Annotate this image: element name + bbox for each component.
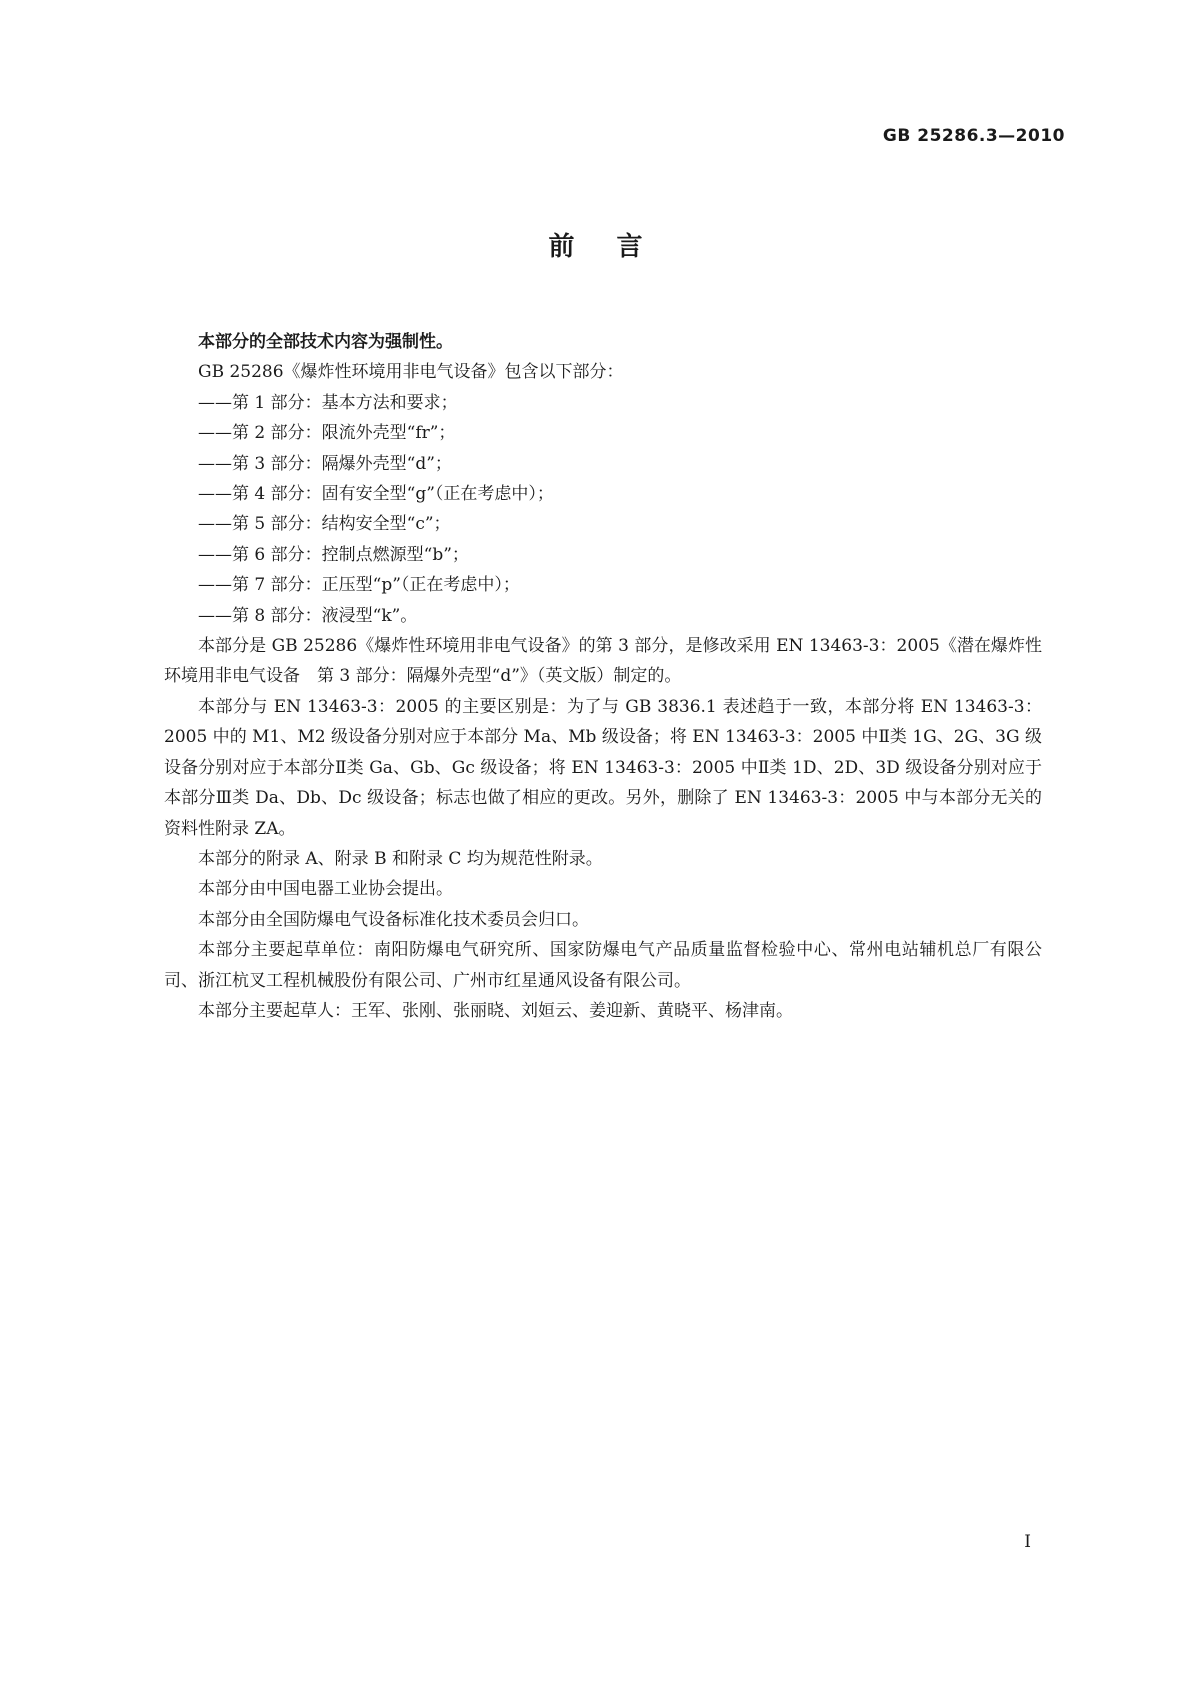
adoption-paragraph: 本部分是 GB 25286《爆炸性环境用非电气设备》的第 3 部分，是修改采用 EN 13463-3：2005《潜在爆炸性环境用非电气设备 第 3 部分：隔爆外壳型“d”》（英文版）制定的。 — [164, 636, 1042, 687]
drafters-paragraph: 本部分主要起草人：王军、张刚、张丽晓、刘姮云、姜迎新、黄晓平、杨津南。 — [198, 1000, 793, 1021]
part-list-item: ——第 8 部分：液浸型“k”。 — [198, 605, 418, 626]
drafting-units-paragraph: 本部分主要起草单位：南阳防爆电气研究所、国家防爆电气产品质量监督检验中心、常州电站辅机总厂有限公司、浙江杭叉工程机械股份有限公司、广州市红星通风设备有限公司。 — [164, 940, 1042, 991]
annex-paragraph: 本部分的附录 A、附录 B 和附录 C 均为规范性附录。 — [198, 848, 603, 869]
committee-paragraph: 本部分由全国防爆电气设备标准化技术委员会归口。 — [198, 909, 589, 930]
mandatory-statement: 本部分的全部技术内容为强制性。 — [198, 332, 453, 352]
differences-paragraph: 本部分与 EN 13463-3：2005 的主要区别是：为了与 GB 3836.1 表述趋于一致，本部分将 EN 13463-3：2005 中的 M1、M2 级设备分别对应于本部分 Ma、Mb 级设备；将 EN 13463-3：2005 中Ⅱ类 1G、2G、3G 级设备分别对应于本部分Ⅱ类 Ga、Gb、Gc 级设备；将 EN 13463-3：2005 中Ⅱ类 1D、2D、3D 级设备分别对应于本部分Ⅲ类 Da、Db、Dc 级设备；标志也做了相应的更改。另外，删除了 EN 13463-3：2005 中与本部分无关的资料性附录 ZA。 — [164, 696, 1042, 839]
part-list-item: ——第 6 部分：控制点燃源型“b”； — [198, 544, 469, 565]
part-list-item: ——第 5 部分：结构安全型“c”； — [198, 514, 451, 535]
proposer-paragraph: 本部分由中国电器工业协会提出。 — [198, 879, 453, 900]
part-list-item: ——第 3 部分：隔爆外壳型“d”； — [198, 453, 452, 474]
part-list-item: ——第 7 部分：正压型“p”（正在考虑中）； — [198, 575, 520, 596]
part-list-item: ——第 2 部分：限流外壳型“fr”； — [198, 423, 456, 444]
page-title: 前言 — [548, 232, 685, 262]
foreword-body — [164, 327, 1042, 1026]
standard-code: GB 25286.3—2010 — [882, 126, 1065, 146]
series-intro: GB 25286《爆炸性环境用非电气设备》包含以下部分： — [198, 362, 624, 383]
part-list-item: ——第 1 部分：基本方法和要求； — [198, 392, 458, 413]
part-list-item: ——第 4 部分：固有安全型“g”（正在考虑中）； — [198, 484, 554, 505]
page-number: I — [1024, 1532, 1031, 1552]
